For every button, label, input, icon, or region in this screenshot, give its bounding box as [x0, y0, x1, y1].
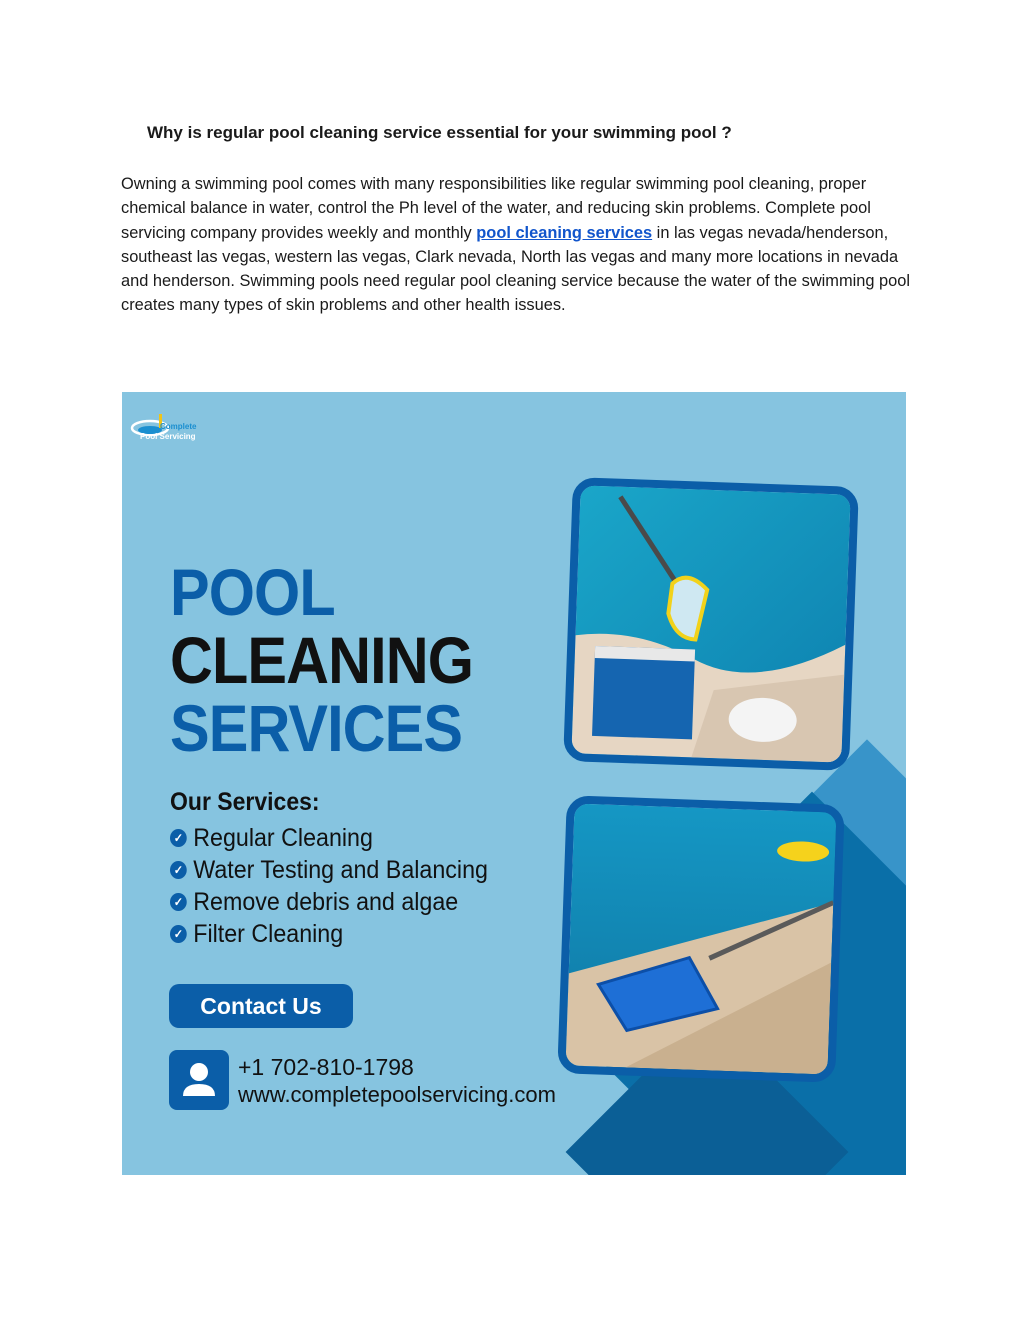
service-item	[170, 918, 488, 950]
service-label: Regular Cleaning	[193, 823, 373, 852]
service-item	[170, 822, 488, 854]
pool-cleaning-services-link[interactable]: pool cleaning services	[476, 223, 653, 242]
service-item	[170, 886, 488, 918]
service-label: Water Testing and Balancing	[193, 855, 488, 884]
logo-line-1: Complete	[160, 422, 197, 431]
website-url: www.completepoolservicing.com	[238, 1082, 556, 1107]
services-title: Our Services:	[170, 788, 320, 816]
title-line-1: POOL	[170, 555, 335, 629]
contact-us-button[interactable]: Contact Us	[169, 984, 353, 1028]
title-line-3: SERVICES	[170, 691, 463, 765]
logo-text	[140, 422, 197, 442]
service-label: Remove debris and algae	[193, 887, 459, 916]
check-circle-icon: ✓	[170, 893, 187, 911]
article-paragraph	[121, 172, 911, 318]
paragraph-text-start: Owning a swimming pool comes with many responsibilities like regular swimming pool cleaning, proper chemical balance in water, control the Ph level of the water, and reducing skin problems. Complete pool servicing company provides weekly and monthly	[121, 175, 871, 242]
phone-number: +1 702-810-1798	[238, 1054, 414, 1080]
user-icon	[169, 1050, 229, 1110]
service-item	[170, 854, 488, 886]
pool-skimmer-photo	[563, 477, 859, 771]
title-line-2: CLEANING	[170, 623, 474, 697]
check-circle-icon: ✓	[170, 861, 187, 879]
paragraph-text-end: in las vegas nevada/henderson, southeast las vegas, western las vegas, Clark nevada, North las vegas and many more locations in nevada and henderson. Swimming pools need regular pool cleaning service because the water of the swimming pool creates many types of skin problems and other health issues.	[121, 223, 911, 315]
article-heading: Why is regular pool cleaning service essential for your swimming pool ?	[147, 123, 732, 142]
check-circle-icon: ✓	[170, 925, 187, 943]
logo-line-2: Pool Servicing	[140, 432, 196, 441]
promo-banner	[122, 392, 906, 1175]
pool-net-photo	[557, 795, 845, 1083]
service-label: Filter Cleaning	[193, 919, 344, 948]
check-circle-icon: ✓	[170, 829, 187, 847]
services-list	[170, 822, 512, 950]
